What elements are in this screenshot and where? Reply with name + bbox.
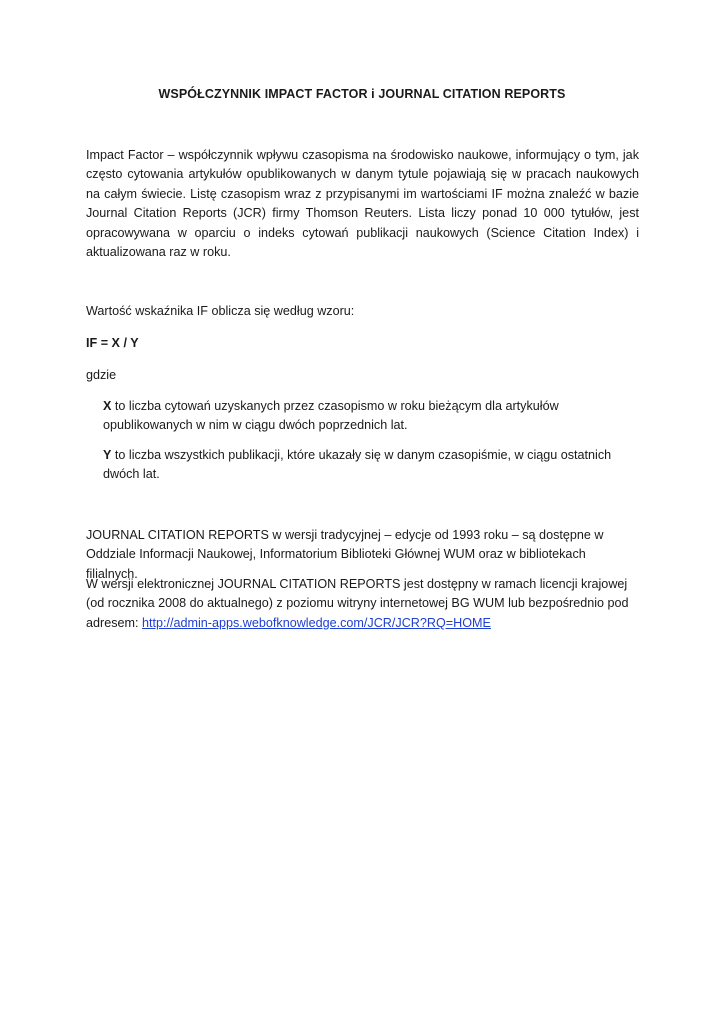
where-label: gdzie [86, 368, 117, 382]
jcr-traditional-paragraph: JOURNAL CITATION REPORTS w wersji tradycyjnej – edycje od 1993 roku – są dostępne w Oddziale Informacji Naukowej, Informatorium Biblioteki Głównej WUM oraz w bibliotekach filialnych. [86, 528, 604, 581]
definition-y [103, 446, 639, 485]
definition-x-symbol: X [103, 399, 112, 413]
intro-paragraph: Impact Factor – współczynnik wpływu czasopisma na środowisko naukowe, informujący o tym, jak często cytowania artykułów opublikowanych w danym tytule pojawiają się w pracach naukowych na całym świecie. Listę czasopism wraz z przypisanymi im wartościami IF można znaleźć w bazie Journal Citation Reports (JCR) firmy Thomson Reuters. Lista liczy ponad 10 000 tytułów, jest opracowywana w oparciu o indeks cytowań publikacji naukowych (Science Citation Index) i aktualizowana raz w roku. [86, 148, 639, 260]
definition-x-text: to liczba cytowań uzyskanych przez czasopismo w roku bieżącym dla artykułów opublikowanych w nim w ciągu dwóch poprzednich lat. [103, 399, 559, 433]
definition-y-text: to liczba wszystkich publikacji, które ukazały się w danym czasopiśmie, w ciągu ostatnich dwóch lat. [103, 448, 612, 482]
formula-intro-text: Wartość wskaźnika IF oblicza się według wzoru: [86, 304, 355, 318]
jcr-link[interactable]: http://admin-apps.webofknowledge.com/JCR/JCR?RQ=HOME [142, 615, 491, 630]
definition-x [103, 397, 639, 436]
formula-text: IF = X / Y [86, 336, 139, 350]
jcr-electronic-paragraph [86, 575, 639, 633]
definition-y-symbol: Y [103, 448, 112, 462]
jcr-electronic-text: W wersji elektronicznej JOURNAL CITATION REPORTS jest dostępny w ramach licencji krajowej (od rocznika 2008 do aktualnego) z poziomu witryny internetowej BG WUM lub bezpośrednio pod adresem: [86, 577, 629, 630]
document-title: WSPÓŁCZYNNIK IMPACT FACTOR i JOURNAL CITATION REPORTS [158, 87, 566, 101]
